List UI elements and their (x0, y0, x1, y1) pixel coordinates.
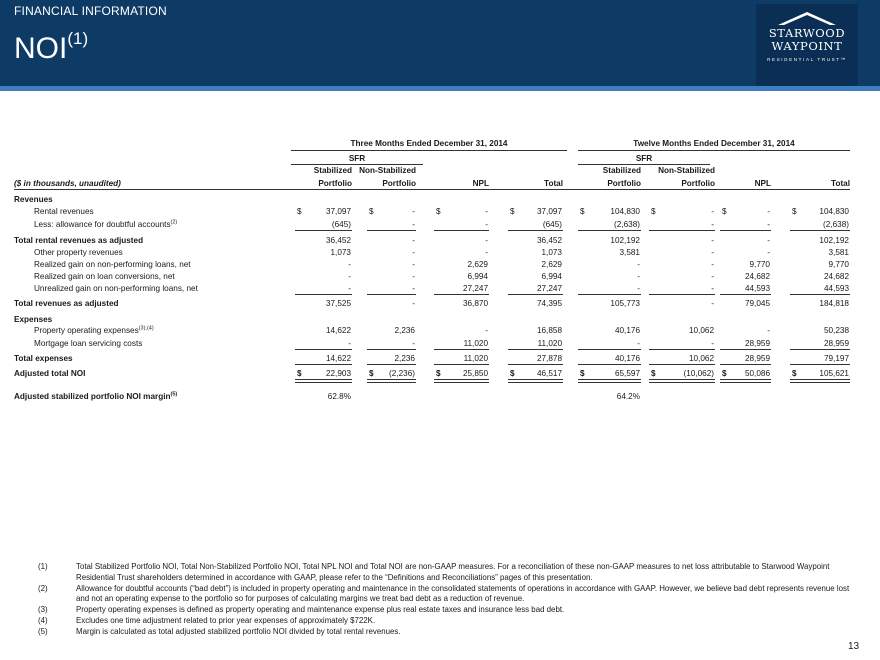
footnote (38, 605, 858, 616)
table-cell: - (767, 248, 770, 257)
table-cell: 40,176 (614, 354, 640, 363)
table-cell: 36,452 (536, 236, 562, 245)
table-cell: 6,994 (467, 272, 488, 281)
table-cell: 10,062 (688, 326, 714, 335)
column-header-line1: Non-Stabilized (658, 166, 715, 175)
logo-line-1: STARWOOD (768, 26, 846, 40)
row-label (34, 219, 177, 230)
row-label (34, 338, 142, 349)
dollar-sign: $ (722, 369, 727, 378)
table-cell: 2,236 (394, 354, 415, 363)
table-cell: 11,020 (463, 354, 488, 363)
dollar-sign: $ (297, 369, 302, 378)
footnotes (38, 562, 858, 638)
row-label-text: Total expenses (14, 354, 73, 363)
total-double-underline (295, 379, 352, 383)
table-cell: 6,994 (541, 272, 562, 281)
subtotal-underline (367, 364, 416, 365)
table-cell: - (412, 248, 415, 257)
table-cell: 50,086 (744, 369, 770, 378)
table-cell: 184,818 (819, 299, 849, 308)
table-cell: 102,192 (610, 236, 640, 245)
row-label-text: Total rental revenues as adjusted (14, 236, 144, 245)
column-header-line2: Portfolio (318, 179, 352, 188)
column-header-line2: NPL (754, 179, 771, 188)
table-cell: - (711, 339, 714, 348)
subtotal-underline (790, 230, 850, 231)
subtotal-underline (508, 294, 563, 295)
margin-value: 62.8% (327, 392, 351, 401)
table-cell: 9,770 (749, 260, 770, 269)
table-cell: 104,830 (819, 207, 849, 216)
dollar-sign: $ (369, 207, 374, 216)
table-cell: (2,638) (614, 220, 640, 229)
table-cell: 27,878 (536, 354, 562, 363)
table-cell: 28,959 (744, 339, 770, 348)
column-header-line2: Portfolio (681, 179, 715, 188)
row-label (34, 283, 198, 294)
dollar-sign: $ (436, 207, 441, 216)
row-label-text: Realized gain on loan conversions, net (34, 272, 175, 281)
table-cell: - (412, 236, 415, 245)
table-cell: 105,621 (819, 369, 849, 378)
table-cell: 10,062 (688, 354, 714, 363)
subtotal-underline (790, 349, 850, 350)
footnote-number: (3) (38, 605, 48, 615)
table-cell: 27,247 (462, 284, 488, 293)
table-cell: - (348, 284, 351, 293)
dollar-sign: $ (651, 369, 656, 378)
row-label (14, 298, 119, 309)
table-cell: 3,581 (828, 248, 849, 257)
footnote-text: Total Stabilized Portfolio NOI, Total Non-Stabilized Portfolio NOI, Total NPL NOI and Total NOI are non-GAAP measures. For a reconciliation of these non-GAAP measures to net loss attributable to Starwood Waypoint Residential Trust shareholders determined in accordance with GAAP, please refer to the “Definitions and Reconciliations” pages of this presentation. (76, 562, 830, 582)
row-label-text: Other property revenues (34, 248, 123, 257)
table-cell: - (348, 260, 351, 269)
table-cell: 14,622 (325, 326, 351, 335)
column-header-line1: Stabilized (602, 166, 641, 175)
table-cell: - (485, 236, 488, 245)
group-header-twelve-months: Twelve Months Ended December 31, 2014 (633, 139, 795, 148)
subtotal-underline (649, 294, 715, 295)
subtotal-underline (508, 230, 563, 231)
total-double-underline (578, 379, 641, 383)
table-cell: - (711, 236, 714, 245)
table-cell: - (412, 299, 415, 308)
table-cell: - (485, 207, 488, 216)
footnote (38, 562, 858, 584)
subtotal-underline (295, 349, 352, 350)
row-label-text: Less: allowance for doubtful accounts (34, 220, 171, 229)
column-header-line2: Total (831, 179, 850, 188)
subtotal-underline (434, 294, 489, 295)
total-double-underline (367, 379, 416, 383)
table-cell: - (767, 236, 770, 245)
subtotal-underline (295, 364, 352, 365)
dollar-sign: $ (510, 369, 515, 378)
row-label-text: Realized gain on non-performing loans, net (34, 260, 191, 269)
table-cell: 2,629 (467, 260, 488, 269)
margin-row-label (14, 391, 177, 402)
row-label-text: Property operating expenses (34, 326, 139, 335)
table-cell: 44,593 (744, 284, 770, 293)
table-cell: - (412, 207, 415, 216)
row-label-text: Unrealized gain on non-performing loans, net (34, 284, 198, 293)
column-header-line2: Portfolio (607, 179, 641, 188)
footnote-number: (5) (38, 626, 48, 636)
table-cell: 22,903 (325, 369, 351, 378)
table-cell: - (412, 272, 415, 281)
footnote-text: Property operating expenses is defined as property operating and maintenance expense plus real estate taxes and insurance less bad debt. (76, 605, 565, 615)
footnote-text: Margin is calculated as total adjusted stabilized portfolio NOI divided by total rental revenues. (76, 626, 401, 636)
subtotal-underline (649, 230, 715, 231)
table-cell: - (637, 260, 640, 269)
dollar-sign: $ (369, 369, 374, 378)
total-double-underline (434, 379, 489, 383)
table-cell: - (412, 260, 415, 269)
table-cell: 40,176 (614, 326, 640, 335)
sfr-header-twelve: SFR (635, 154, 653, 163)
title-footnote-ref: (1) (67, 29, 89, 48)
subtotal-underline (578, 230, 641, 231)
table-cell: 37,097 (536, 207, 562, 216)
subtotal-underline (720, 349, 771, 350)
table-cell: - (711, 272, 714, 281)
column-header-line1: Stabilized (313, 166, 352, 175)
table-cell: - (711, 248, 714, 257)
table-cell: 36,870 (462, 299, 488, 308)
row-label (34, 259, 191, 270)
table-cell: 11,020 (463, 339, 488, 348)
table-cell: 37,525 (325, 299, 351, 308)
table-cell: - (711, 260, 714, 269)
footnote-number: (1) (38, 562, 48, 571)
subtotal-underline (790, 294, 850, 295)
subtotal-underline (720, 230, 771, 231)
subtotal-underline (508, 349, 563, 350)
table-cell: - (637, 284, 640, 293)
table-cell: - (767, 220, 770, 229)
dollar-sign: $ (722, 207, 727, 216)
subtotal-underline (295, 294, 352, 295)
table-cell: 44,593 (823, 284, 849, 293)
margin-value: 64.2% (616, 392, 640, 401)
total-double-underline (720, 379, 771, 383)
table-cell: - (767, 326, 770, 335)
table-cell: (10,062) (683, 369, 714, 378)
footnote-text: Allowance for doubtful accounts (“bad debt”) is included in property operating and maintenance in the consolidated statements of operations in accordance with GAAP. However, we believe bad debt represents revenue lost and not an operating expense to the portfolio so for purposes of calculating margins we treat bad debt as a reduction of revenue. (76, 583, 850, 604)
table-cell: 104,830 (610, 207, 640, 216)
dollar-sign: $ (510, 207, 515, 216)
table-cell: 37,097 (325, 207, 351, 216)
footnote-ref: (5) (170, 391, 178, 398)
footnote (38, 627, 858, 638)
subtotal-underline (434, 364, 489, 365)
footnote-text: Excludes one time adjustment related to prior year expenses of approximately $722K. (76, 615, 376, 625)
table-cell: - (412, 339, 415, 348)
table-cell: - (485, 220, 488, 229)
row-label (14, 368, 85, 379)
page-number: 13 (848, 641, 860, 652)
dollar-sign: $ (651, 207, 656, 216)
row-label-text: Adjusted total NOI (14, 369, 86, 378)
footnote-ref: (3),(4) (138, 325, 154, 332)
dollar-sign: $ (297, 207, 302, 216)
group-header-three-months: Three Months Ended December 31, 2014 (350, 139, 508, 148)
column-header-line2: Portfolio (382, 179, 416, 188)
subtotal-underline (367, 294, 416, 295)
subtotal-underline (578, 364, 641, 365)
footnote (38, 584, 858, 606)
table-cell: 16,858 (536, 326, 562, 335)
subtotal-underline (649, 349, 715, 350)
row-label (34, 206, 94, 217)
table-cell: - (348, 339, 351, 348)
row-label-text: Rental revenues (34, 207, 94, 216)
margin-row-label-text: Adjusted stabilized portfolio NOI margin (14, 392, 171, 401)
column-header-line2: NPL (472, 179, 489, 188)
table-cell: - (412, 220, 415, 229)
table-cell: 24,682 (744, 272, 770, 281)
table-cell: 1,073 (330, 248, 351, 257)
table-cell: - (711, 284, 714, 293)
table-cell: 74,395 (536, 299, 562, 308)
table-cell: - (348, 272, 351, 281)
table-cell: - (767, 207, 770, 216)
subtotal-underline (434, 230, 489, 231)
subtotal-underline (578, 294, 641, 295)
table-cell: - (485, 326, 488, 335)
table-cell: 65,597 (614, 369, 640, 378)
table-cell: 1,073 (541, 248, 562, 257)
subtotal-underline (790, 364, 850, 365)
table-cell: - (711, 220, 714, 229)
subtotal-underline (720, 364, 771, 365)
column-header-line1: Non-Stabilized (359, 166, 416, 175)
logo-line-3: RESIDENTIAL TRUST™ (767, 57, 847, 62)
table-cell: (2,638) (823, 220, 849, 229)
table-cell: 79,197 (823, 354, 849, 363)
subtotal-underline (508, 364, 563, 365)
footnote-ref: (2) (170, 219, 178, 226)
table-cell: 27,247 (536, 284, 562, 293)
subtotal-underline (295, 230, 352, 231)
sfr-header-three: SFR (348, 154, 366, 163)
row-label (34, 325, 154, 336)
table-cell: - (485, 248, 488, 257)
units-label: ($ in thousands, unaudited) (14, 179, 121, 188)
table-cell: - (711, 299, 714, 308)
table-cell: 14,622 (325, 354, 351, 363)
table-cell: 102,192 (819, 236, 849, 245)
table-cell: - (637, 339, 640, 348)
table-cell: 79,045 (744, 299, 770, 308)
section-label: FINANCIAL INFORMATION (14, 4, 167, 18)
table-cell: 28,959 (823, 339, 849, 348)
column-header-line2: Total (544, 179, 563, 188)
table-cell: - (711, 207, 714, 216)
table-cell: 25,850 (462, 369, 488, 378)
row-label-text: Total revenues as adjusted (14, 299, 119, 308)
footnote-number: (2) (38, 583, 48, 593)
subtotal-underline (720, 294, 771, 295)
table-cell: 3,581 (619, 248, 640, 257)
row-label-text: Mortgage loan servicing costs (34, 339, 143, 348)
table-cell: (645) (542, 220, 562, 229)
total-double-underline (790, 379, 850, 383)
row-label (14, 235, 143, 246)
table-cell: 105,773 (610, 299, 640, 308)
table-cell: (2,236) (389, 369, 415, 378)
title-text: NOI (14, 32, 68, 65)
table-cell: 46,517 (536, 369, 562, 378)
footnote (38, 616, 858, 627)
expenses-section-label: Expenses (14, 315, 53, 324)
total-double-underline (649, 379, 715, 383)
row-label (34, 247, 123, 258)
table-cell: 36,452 (325, 236, 351, 245)
subtotal-underline (578, 349, 641, 350)
subtotal-underline (367, 349, 416, 350)
table-cell: 11,020 (537, 339, 562, 348)
table-cell: - (412, 284, 415, 293)
subtotal-underline (649, 364, 715, 365)
table-cell: - (637, 272, 640, 281)
total-double-underline (508, 379, 563, 383)
dollar-sign: $ (580, 369, 585, 378)
table-cell: 24,682 (823, 272, 849, 281)
table-cell: 50,238 (823, 326, 849, 335)
table-cell: 9,770 (828, 260, 849, 269)
revenues-section-label: Revenues (14, 195, 53, 204)
table-cell: 2,629 (541, 260, 562, 269)
dollar-sign: $ (580, 207, 585, 216)
dollar-sign: $ (436, 369, 441, 378)
dollar-sign: $ (792, 207, 797, 216)
table-cell: 2,236 (394, 326, 415, 335)
logo-line-2: WAYPOINT (771, 39, 843, 53)
subtotal-underline (434, 349, 489, 350)
row-label (34, 271, 175, 282)
footnote-number: (4) (38, 615, 48, 625)
table-cell: (645) (331, 220, 351, 229)
table-cell: 28,959 (744, 354, 770, 363)
dollar-sign: $ (792, 369, 797, 378)
subtotal-underline (367, 230, 416, 231)
row-label (14, 353, 73, 364)
